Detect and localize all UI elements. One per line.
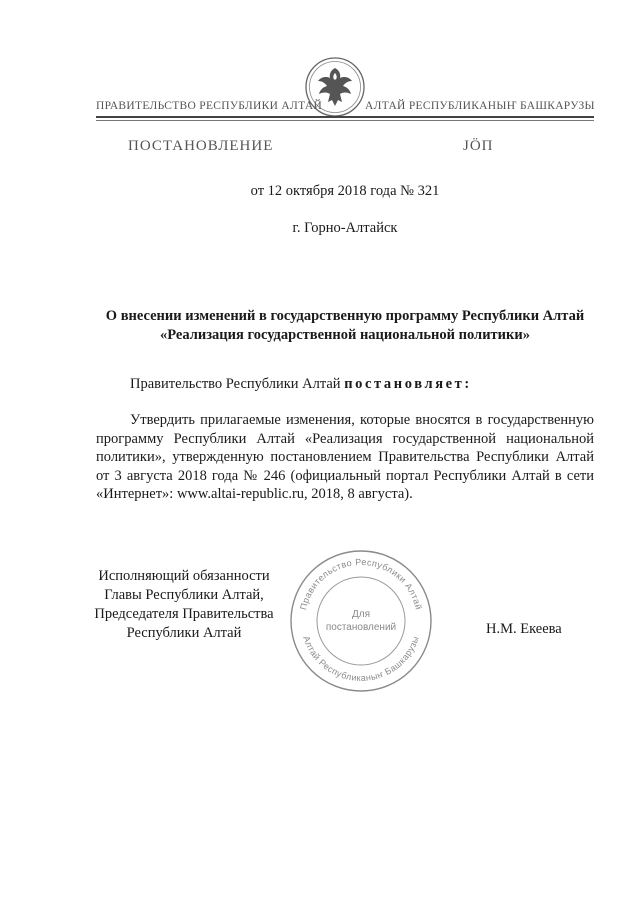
document-city: г. Горно-Алтайск [292, 220, 398, 236]
signer-position-line-2: Главы Республики Алтай, [104, 587, 264, 603]
signer-position-line-4: Республики Алтай [126, 625, 242, 641]
stamp-ring-top-text: Правительство Республики Алтай [298, 556, 424, 611]
stamp-center-line-2: постановлений [325, 622, 397, 633]
government-name-russian: ПРАВИТЕЛЬСТВО РЕСПУБЛИКИ АЛТАЙ [96, 100, 323, 112]
header-rule-thin [96, 120, 594, 121]
signer-name: Н.М. Екеева [486, 621, 562, 637]
resolution-statement [130, 376, 472, 393]
svg-text:Правительство Республики Алтай [298, 557, 424, 611]
document-type-russian: ПОСТАНОВЛЕНИЕ [128, 138, 274, 154]
document-title-line-1: О внесении изменений в государственную программу Республики Алтай [105, 308, 585, 324]
stamp-center-line-1: Для [351, 609, 371, 620]
body-paragraph: Утвердить прилагаемые изменения, которые вносятся в государственную программу Республики Алтай «Реализация государственной национальной политики», утвержденную постановлением Правительства Республики Алтай от 3 августа 2018 года № 246 (официальный портал Республики Алтай в сети «Интернет»: www.altai-republic.ru, 2018, 8 августа). [96, 412, 594, 502]
document-type-altai: ЈÖП [463, 138, 494, 154]
resolution-verb: постановляет: [344, 376, 472, 392]
stamp-ring-bottom-text: Алтай Республиканыҥ Башкарузы [301, 634, 421, 684]
document-title [96, 307, 594, 345]
document-date-number: от 12 октября 2018 года № 321 [250, 183, 440, 199]
header-rule-thick [96, 116, 594, 118]
government-name-altai: АЛТАЙ РЕСПУБЛИКАНЫҤ БАШКАРУЗЫ [365, 100, 595, 112]
signer-position [84, 567, 284, 643]
signer-position-line-3: Председателя Правительства [94, 606, 274, 622]
official-stamp [287, 547, 435, 695]
document-title-line-2: «Реализация государственной национальной политики» [160, 327, 530, 343]
signer-position-line-1: Исполняющий обязанности [98, 568, 270, 584]
resolution-subject: Правительство Республики Алтай [130, 376, 341, 392]
svg-text:Алтай Республиканыҥ Башкарузы [301, 635, 421, 683]
